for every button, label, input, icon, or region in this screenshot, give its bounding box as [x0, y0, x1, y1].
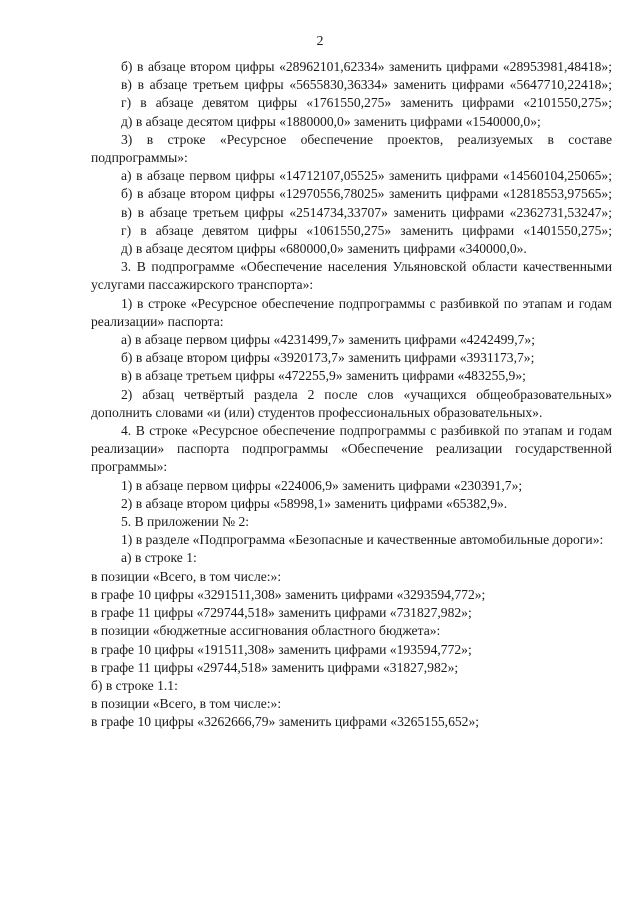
- paragraph: 4. В строке «Ресурсное обеспечение подпрограммы с разбивкой по этапам и годам реализации» паспорта подпрограммы «Обеспечение реализации государственной программы»:: [91, 423, 612, 475]
- paragraph: 1) в разделе «Подпрограмма «Безопасные и качественные автомобильные дороги»:: [121, 532, 604, 548]
- paragraph: 3. В подпрограмме «Обеспечение населения Ульяновской области качественными услугами пассажирского транспорта»:: [91, 259, 612, 293]
- paragraph: в графе 10 цифры «3262666,79» заменить цифрами «3265155,652»;: [91, 714, 480, 730]
- document-body: [91, 58, 612, 732]
- paragraph: 2) в абзаце втором цифры «58998,1» заменить цифрами «65382,9».: [121, 495, 508, 511]
- paragraph: а) в абзаце первом цифры «14712107,05525» заменить цифрами «14560104,25065»;: [121, 168, 612, 184]
- paragraph: б) в строке 1.1:: [91, 677, 178, 693]
- paragraph: б) в абзаце втором цифры «28962101,62334» заменить цифрами «28953981,48418»;: [121, 59, 612, 74]
- paragraph: в позиции «Всего, в том числе:»:: [91, 568, 282, 584]
- paragraph: д) в абзаце десятом цифры «680000,0» заменить цифрами «340000,0».: [121, 241, 527, 257]
- paragraph: в графе 10 цифры «191511,308» заменить цифрами «193594,772»;: [91, 641, 472, 657]
- paragraph: в графе 11 цифры «29744,518» заменить цифрами «31827,982»;: [91, 659, 459, 675]
- paragraph: 5. В приложении № 2:: [121, 514, 250, 530]
- paragraph: 3) в строке «Ресурсное обеспечение проектов, реализуемых в составе подпрограммы»:: [91, 131, 612, 166]
- page-number: 2: [316, 34, 324, 49]
- paragraph: в графе 10 цифры «3291511,308» заменить цифрами «3293594,772»;: [91, 586, 486, 602]
- paragraph: в позиции «Всего, в том числе:»:: [91, 696, 282, 712]
- paragraph: в) в абзаце третьем цифры «2514734,33707» заменить цифрами «2362731,53247»;: [121, 204, 612, 220]
- paragraph: а) в абзаце первом цифры «4231499,7» заменить цифрами «4242499,7»;: [121, 332, 535, 348]
- paragraph: 1) в строке «Ресурсное обеспечение подпрограммы с разбивкой по этапам и годам реализации» паспорта:: [91, 295, 612, 329]
- paragraph: в) в абзаце третьем цифры «472255,9» заменить цифрами «483255,9»;: [121, 368, 526, 384]
- paragraph: б) в абзаце втором цифры «12970556,78025» заменить цифрами «12818553,97565»;: [121, 186, 612, 202]
- paragraph: в позиции «бюджетные ассигнования областного бюджета»:: [91, 623, 441, 639]
- paragraph: г) в абзаце девятом цифры «1761550,275» заменить цифрами «2101550,275»;: [121, 95, 612, 111]
- paragraph: д) в абзаце десятом цифры «1880000,0» заменить цифрами «1540000,0»;: [121, 113, 541, 129]
- paragraph: б) в абзаце втором цифры «3920173,7» заменить цифрами «3931173,7»;: [121, 350, 535, 366]
- paragraph: 2) абзац четвёртый раздела 2 после слов «учащихся общеобразовательных» дополнить словами «и (или) студентов профессиональных образовательных».: [91, 386, 612, 420]
- paragraph: 1) в абзаце первом цифры «224006,9» заменить цифрами «230391,7»;: [121, 477, 523, 493]
- paragraph: в графе 11 цифры «729744,518» заменить цифрами «731827,982»;: [91, 605, 472, 621]
- paragraph: в) в абзаце третьем цифры «5655830,36334» заменить цифрами «5647710,22418»;: [121, 77, 612, 93]
- paragraph: г) в абзаце девятом цифры «1061550,275» заменить цифрами «1401550,275»;: [121, 222, 612, 238]
- paragraph: а) в строке 1:: [121, 550, 197, 566]
